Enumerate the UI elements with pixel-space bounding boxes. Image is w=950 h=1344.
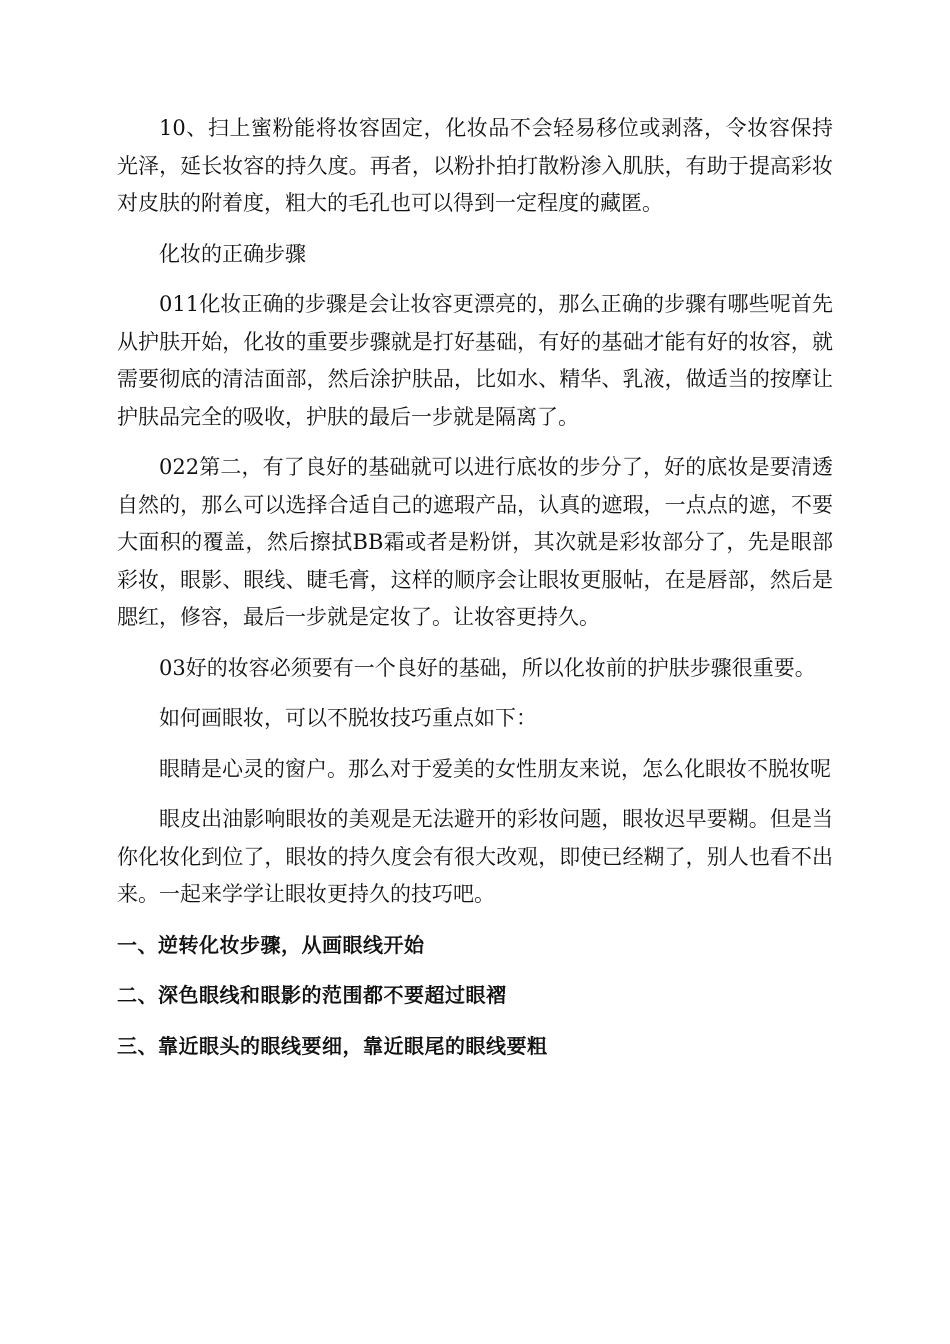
heading-tip-3: 三、靠近眼头的眼线要细，靠近眼尾的眼线要粗 [117, 1033, 548, 1058]
paragraph-eyes-intro: 眼睛是心灵的窗户。那么对于爱美的女性朋友来说，怎么化眼妆不脱妆呢 [159, 756, 831, 781]
section-title-eye-makeup: 如何画眼妆，可以不脱妆技巧重点如下： [159, 706, 537, 730]
paragraph-step-03: 03好的妆容必须要有一个良好的基础，所以化妆前的护肤步骤很重要。 [159, 655, 816, 680]
paragraph-loose-powder: 10、扫上蜜粉能将妆容固定，化妆品不会轻易移位或剥落，令妆容保持光泽，延长妆容的持久度。再者，以粉扑拍打散粉渗入肌肤，有助于提高彩妆对皮肤的附着度，粗大的毛孔也可以得到一定程度的藏匿。 [117, 116, 833, 215]
paragraph-step-011: 011化妆正确的步骤是会让妆容更漂亮的，那么正确的步骤有哪些呢首先从护肤开始，化妆的重要步骤就是打好基础，有好的基础才能有好的妆容，就需要彻底的清洁面部，然后涂护肤品，比如水、精华、乳液，做适当的按摩让护肤品完全的吸收，护肤的最后一步就是隔离了。 [117, 292, 833, 429]
paragraph-step-022: 022第二，有了良好的基础就可以进行底妆的步分了，好的底妆是要清透自然的，那么可以选择合适自己的遮瑕产品，认真的遮瑕，一点点的遮，不要大面积的覆盖，然后擦拭BB霜或者是粉饼，其次就是彩妆部分了，先是眼部彩妆，眼影、眼线、睫毛膏，这样的顺序会让眼妆更服帖，在是唇部，然后是腮红，修容，最后一步就是定妆了。让妆容更持久。 [117, 455, 833, 629]
document-page [117, 110, 833, 1078]
paragraph-eyelid-oil: 眼皮出油影响眼妆的美观是无法避开的彩妆问题，眼妆迟早要糊。但是当你化妆化到位了，眼妆的持久度会有很大改观，即使已经糊了，别人也看不出来。一起来学学让眼妆更持久的技巧吧。 [117, 807, 833, 906]
heading-tip-2: 二、深色眼线和眼影的范围都不要超过眼褶 [117, 983, 507, 1007]
section-title-makeup-steps: 化妆的正确步骤 [159, 241, 306, 266]
heading-tip-1: 一、逆转化妆步骤，从画眼线开始 [117, 932, 425, 957]
